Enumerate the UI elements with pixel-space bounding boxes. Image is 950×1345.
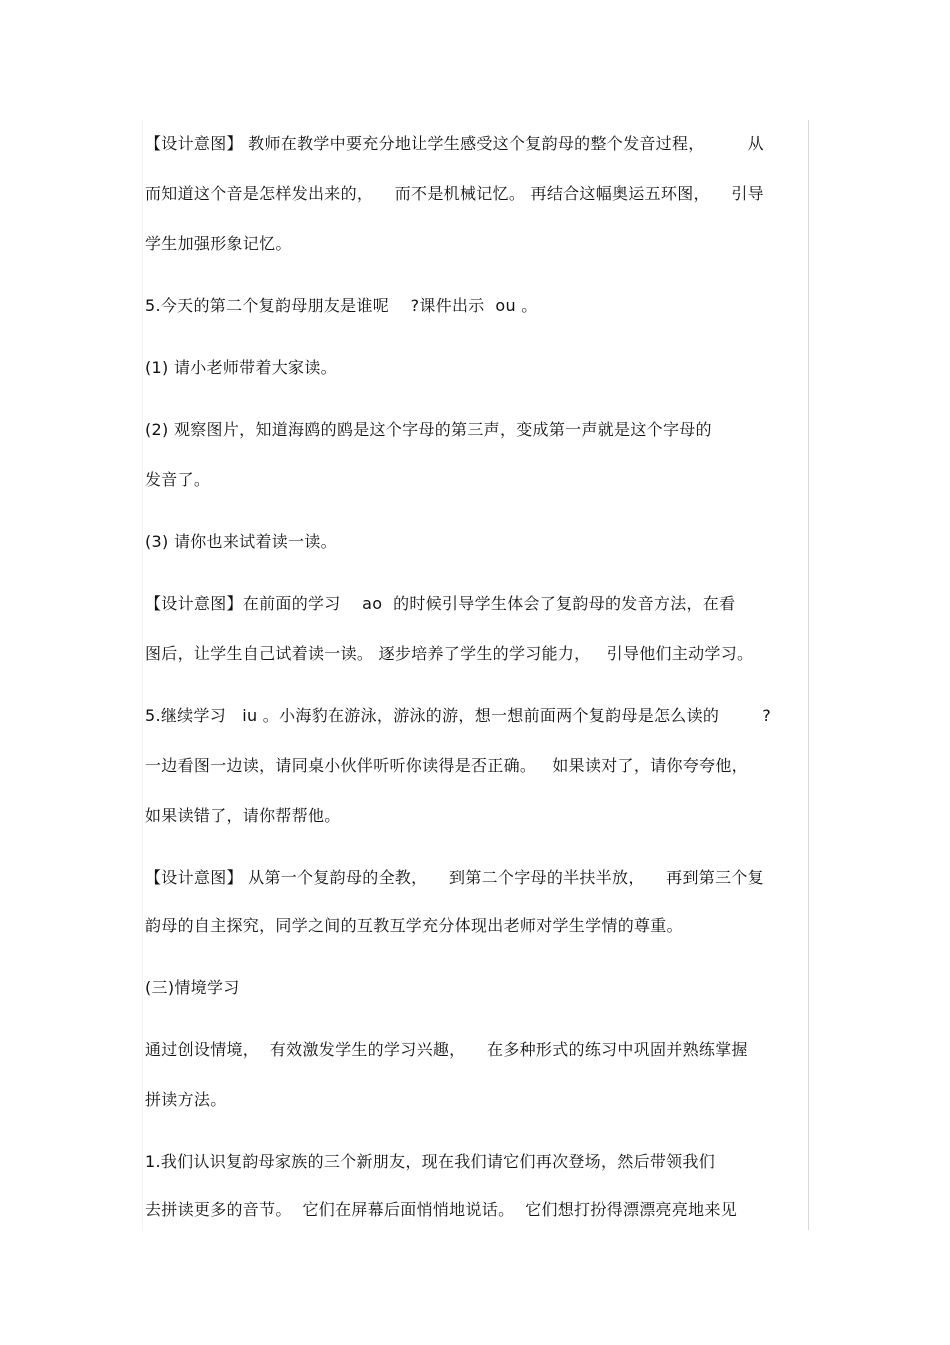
text-line: 韵母的自主探究，同学之间的互教互学充分体现出老师对学生学情的尊重。 bbox=[145, 916, 683, 935]
text-line: 1.我们认识复韵母家族的三个新朋友，现在我们请它们再次登场，然后带领我们 bbox=[145, 1152, 716, 1171]
text-line: 【设计意图】在前面的学习 ao 的时候引导学生体会了复韵母的发音方法，在看 bbox=[145, 594, 736, 613]
page-frame bbox=[142, 120, 809, 1230]
text-line: (2) 观察图片，知道海鸥的鸥是这个字母的第三声，变成第一声就是这个字母的 bbox=[145, 420, 712, 439]
text-line: 学生加强形象记忆。 bbox=[145, 234, 292, 253]
text-line: 一边看图一边读，请同桌小伙伴听听你读得是否正确。 如果读对了，请你夸夸他， bbox=[145, 756, 748, 775]
text-line: 5.继续学习 iu 。小海豹在游泳，游泳的游，想一想前面两个复韵母是怎么读的 ? bbox=[145, 706, 772, 725]
text-line: (3) 请你也来试着读一读。 bbox=[145, 532, 337, 551]
text-line: 通过创设情境， 有效激发学生的学习兴趣， 在多种形式的练习中巩固并熟练掌握 bbox=[145, 1040, 748, 1059]
text-line: 如果读错了，请你帮帮他。 bbox=[145, 806, 341, 825]
text-line: 【设计意图】 从第一个复韵母的全教， 到第二个字母的半扶半放， 再到第三个复 bbox=[145, 868, 764, 887]
text-line: (三)情境学习 bbox=[145, 978, 240, 997]
text-line: 5.今天的第二个复韵母朋友是谁呢 ?课件出示 ou 。 bbox=[145, 296, 538, 315]
text-line: 拼读方法。 bbox=[145, 1090, 227, 1109]
text-line: 图后，让学生自己试着读一读。 逐步培养了学生的学习能力， 引导他们主动学习。 bbox=[145, 644, 754, 663]
text-line: (1) 请小老师带着大家读。 bbox=[145, 358, 337, 377]
text-line: 而知道这个音是怎样发出来的， 而不是机械记忆。 再结合这幅奥运五环图， 引导 bbox=[145, 184, 764, 203]
text-line: 发音了。 bbox=[145, 470, 211, 489]
text-line: 去拼读更多的音节。 它们在屏幕后面悄悄地说话。 它们想打扮得漂漂亮亮地来见 bbox=[145, 1200, 738, 1219]
text-line: 【设计意图】 教师在教学中要充分地让学生感受这个复韵母的整个发音过程， 从 bbox=[145, 134, 764, 153]
